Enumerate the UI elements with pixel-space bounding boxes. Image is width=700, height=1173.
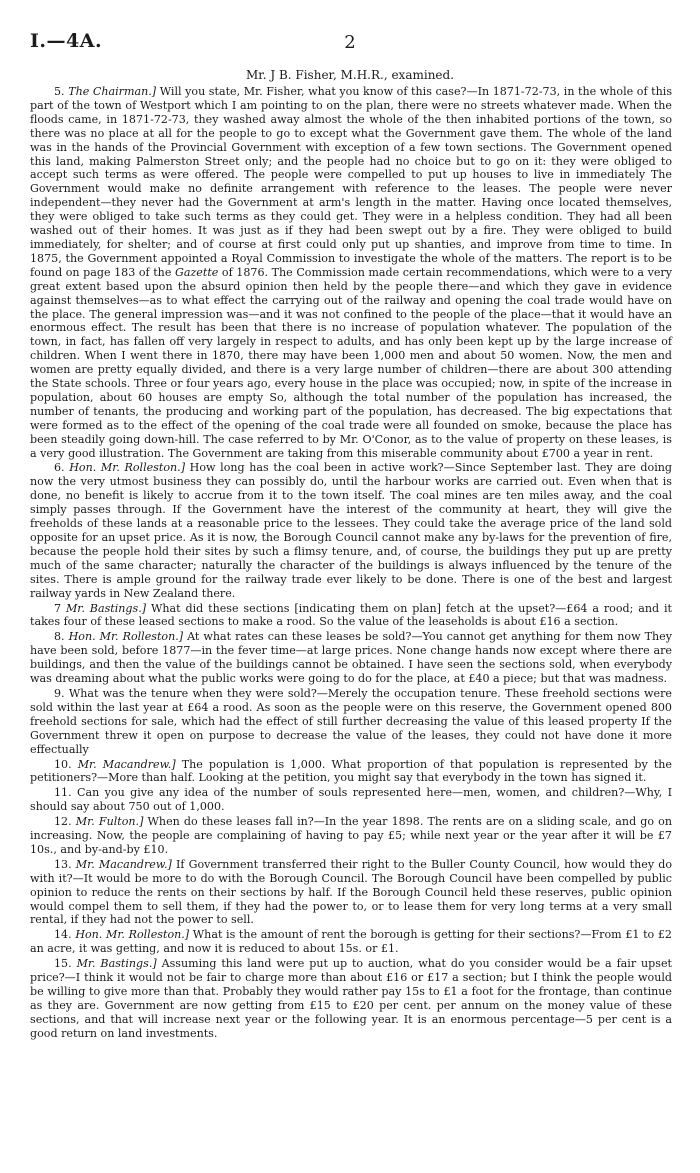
paragraph xyxy=(30,461,672,600)
paragraph-text: Can you give any idea of the number of souls represented here—men, women, and children?—Why, I should say about 750 out of 1,000. xyxy=(30,786,672,814)
section-heading: Mr. J B. Fisher, M.H.R., examined. xyxy=(245,68,455,82)
question-number: 8. xyxy=(54,630,65,644)
document-reference: I.—4A. xyxy=(30,30,103,52)
question-number: 9. xyxy=(54,686,65,700)
paragraph-text: How long has the coal been in active work?—Since September last. They are doing now the very utmost business they can possibly do, until the harbour works are carried out. Even when that is done, no benefit is likely to accrue from it to the town itself. The coal mines are ten miles away, and the coal simply passes through. If the Government have the interest of the community at heart, they will give the freeholds of these lands at a reasonable price to the lessees. They could take the average price of the land sold opposite for an upset price. As it is now, the Borough Council cannot make any by-laws for the prevention of fire, because the people hold their sites by such a flimsy tenure, and, of course, the buildings they put up are pretty much of the same character; naturally the character of the buildings is always influenced by the tenure of the sites. There is ample ground for the railway trade ever likely to be done. There is one of the best and largest railway yards in New Zealand there. xyxy=(30,461,672,600)
question-number: 5. xyxy=(54,85,65,98)
paragraph-text: The population is 1,000. What proportion of that population is represented by the petitioners?—More than half. Looking at the petition, you might say that everybody in the town has signed it. xyxy=(30,757,673,785)
paragraph-text: Assuming this land were put up to auction, what do you consider would be a fair upset price?—I think it would not be fair to charge more than about £16 or £17 a section; but I think the people would be willing to give more than that. Probably they would rather pay 15s to £1 a foot for the frontage, than continue as they are. Government are now getting from £15 to £20 per cent. per annum on the money value of these sections, and that will increase next year or the following year. It is an enormous percentage—5 per cent is a good return on land investments. xyxy=(30,957,672,1040)
document-body xyxy=(30,85,672,1041)
speaker: The Chairman.] xyxy=(68,85,157,98)
paragraph xyxy=(30,815,672,857)
question-number: 14. xyxy=(54,928,72,942)
paragraph-text: When do these leases fall in?—In the year 1898. The rents are on a sliding scale, and go on increasing. Now, the people are complaining of having to pay £5; while next year or the year after it will be £7 10s., and by-and-by £10. xyxy=(30,815,673,856)
speaker: Mr. Macandrew.] xyxy=(75,857,172,871)
speaker: Mr. Macandrew.] xyxy=(77,757,176,771)
paragraph-text: What did these sections [indicating them on plan] fetch at the upset?—£64 a rood; and it takes four of these leased sections to make a rood. So the value of the leaseholds is about £16 a section. xyxy=(30,601,672,629)
question-number: 10. xyxy=(54,757,72,771)
question-number: 6. xyxy=(54,461,65,475)
paragraph xyxy=(30,786,672,814)
question-number: 12. xyxy=(54,815,72,829)
paragraph xyxy=(30,758,672,786)
paragraph xyxy=(30,85,672,460)
question-number: 13. xyxy=(54,857,72,871)
question-number: 11. xyxy=(54,786,72,800)
speaker: Mr. Fulton.] xyxy=(75,815,144,829)
speaker: Hon. Mr. Rolleston.] xyxy=(69,461,186,475)
page-number: 2 xyxy=(344,32,356,53)
paragraph xyxy=(30,928,672,956)
speaker: Hon. Mr. Rolleston.] xyxy=(68,630,184,644)
paragraph-text: At what rates can these leases be sold?—You cannot get anything for them now They have been sold, before 1877—in the fever time—at large prices. None change hands now except where there are buildings, and then the value of the buildings cannot be obtained. I have seen the sections sold, when everybody was dreaming about what the public works were going to do for the place, at £40 a piece; but that was madness. xyxy=(30,630,672,686)
paragraph xyxy=(30,630,672,686)
paragraph xyxy=(30,687,672,757)
paragraph xyxy=(30,858,672,928)
question-number: 7 xyxy=(54,601,62,615)
paragraph-text: What was the tenure when they were sold?—Merely the occupation tenure. These freehold sections were sold within the last year at £64 a rood. As soon as the people were on this reserve, the Government opened 800 freehold sections for sale, which had the effect of still further decreasing the value of this leased property If the Government threw it open on purpose to decrease the value of the leases, they could not have done it more effectually xyxy=(30,686,672,756)
question-number: 15. xyxy=(54,957,72,971)
paragraph-text: Will you state, Mr. Fisher, what you know of this case?—In 1871-72-73, in the whole of this part of the town of Westport which I am pointing to on the plan, there were no streets whatever made. When the floods came, in 1871-72-73, they washed away almost the whole of the then inhabited portions of the town, so there was no place at all for the people to go to except what the Government gave them. The whole of the land was in the hands of the Provincial Government with exception of a few town sections. The Government opened this land, making Palmerston Street only; and the people had no choice but to go on it: they were obliged to accept such terms as were offered. The people were compelled to put up houses to live in immediately The Government would make no definite arrangement with reference to the leases. The people were never independent—they never had the Government at arm's length in the matter. Having once located themselves, they were obliged to take such terms as they could get. They were in a helpless condition. They had all been washed out of their homes. It was just as if they had been swept out by a fire. They were obliged to build immediately, for shelter; and of course at first could only put up shanties, and improve from time to time. In 1875, the Government appointed a Royal Commission to investigate the whole of the matters. The report is to be found on page 183 of the Gazette of 1876. The Commission made certain recommendations, which were to a very great extent based upon the absurd opinion then held by the people there—and which they gave in evidence against themselves—as to what effect the carrying out of the railway and opening the coal trade would have on the place. The general impression was—and it was not confined to the people of the place—that it would have an enormous effect. The result has been that there is no increase of population whatever. The population of the town, in fact, has fallen off very largely in respect to adults, and has only been kept up by the large increase of children. When I went there in 1870, there may have been 1,000 men and about 50 women. Now, the men and women are pretty equally divided, and there is a very large number of children—there are about 300 attending the State schools. Three or four years ago, every house in the place was occupied; now, in spite of the increase in population, about 60 houses are empty So, although the total number of the population has increased, the number of tenants, the producing and working part of the population, has decreased. The big expectations that were formed as to the effect of the opening of the coal trade were all founded on smoke, because the place has been steadily going down-hill. The case referred to by Mr. O'Conor, as to the value of property on these leases, is a very good illustration. The Government are taking from this miserable community about £700 a year in rent. xyxy=(30,85,673,460)
paragraph-text: If Government transferred their right to the Buller County Council, how would they do with it?—It would be more to do with the Borough Council. The Borough Council have been compelled by public opinion to reduce the rents on their sections by half. If the Borough Council held these reserves, public opinion would compel them to sell them, if they had the power to, or to lease them for very long terms at a very small rental, if they had not the power to sell. xyxy=(30,857,673,927)
paragraph xyxy=(30,602,672,630)
paragraph-text: What is the amount of rent the borough is getting for their sections?—From £1 to £2 an acre, it was getting, and now it is reduced to about 15s. or £1. xyxy=(30,928,672,956)
speaker: Hon. Mr. Rolleston.] xyxy=(75,928,190,942)
gazette-italic: Gazette xyxy=(174,265,219,279)
paragraph xyxy=(30,957,672,1040)
speaker: Mr. Bastings.] xyxy=(76,957,157,971)
speaker: Mr. Bastings.] xyxy=(65,601,147,615)
